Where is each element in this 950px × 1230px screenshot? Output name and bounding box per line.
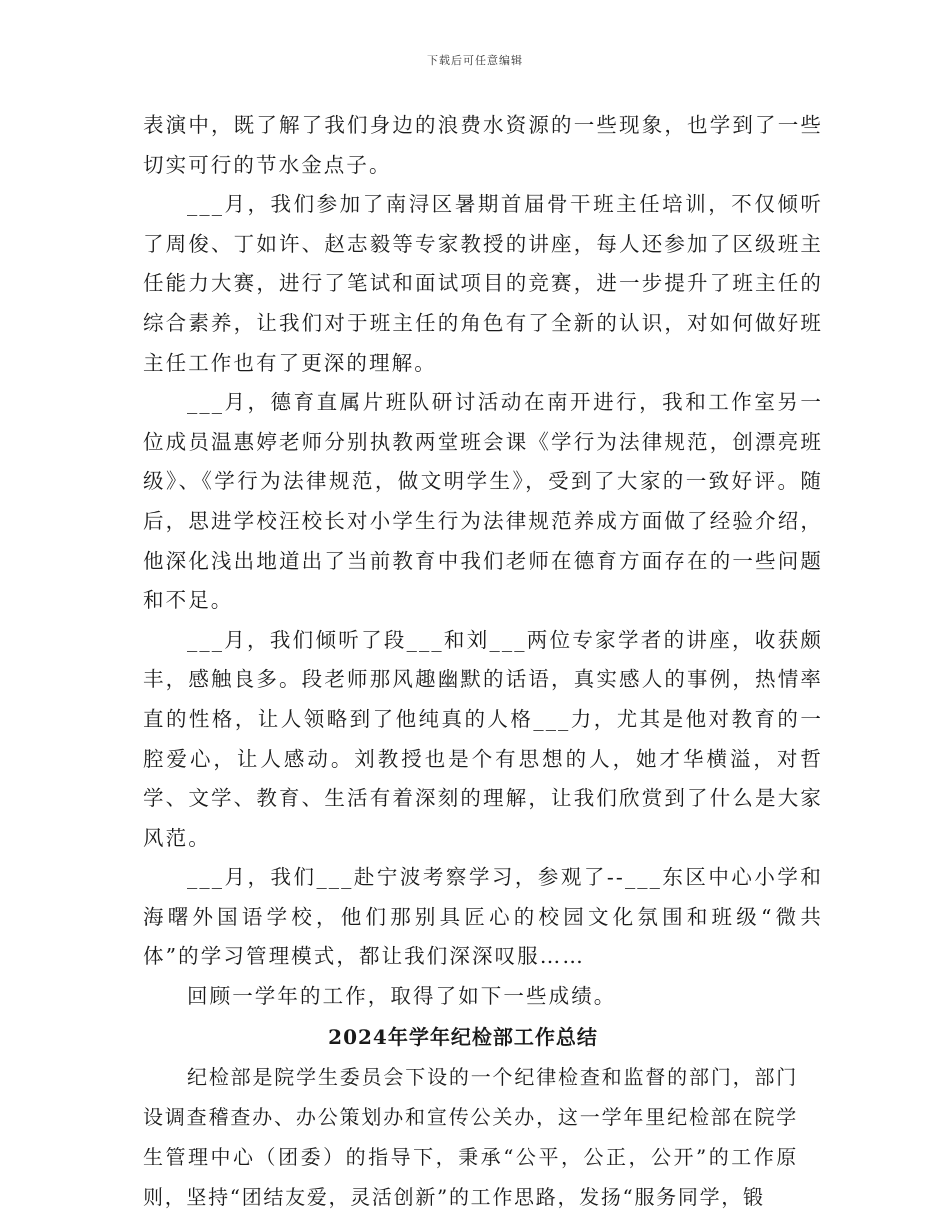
paragraph-ningbo-visit: ___月，我们___赴宁波考察学习，参观了--___东区中心小学和海曙外国语学校，他们那别具匠心的校园文化氛围和班级“微共体”的学习管理模式，都让我们深深叹服…… (143, 865, 823, 969)
paragraph-training: ___月，我们参加了南浔区暑期首届骨干班主任培训，不仅倾听了周俊、丁如许、赵志毅等专家教授的讲座，每人还参加了区级班主任能力大赛，进行了笔试和面试项目的竞赛，进一步提升了班主任的综合素养，让我们对于班主任的角色有了全新的认识，对如何做好班主任工作也有了更深的理解。 (143, 192, 823, 375)
paragraph-moral-education: ___月，德育直属片班队研讨活动在南开进行，我和工作室另一位成员温惠婷老师分别执教两堂班会课《学行为法律规范，创漂亮班级》、《学行为法律规范，做文明学生》，受到了大家的一致好评。随后，思进学校汪校长对小学生行为法律规范养成方面做了经验介绍，他深化浅出地道出了当前教育中我们老师在德育方面存在的一些问题和不足。 (143, 390, 823, 613)
document-body (143, 106, 823, 1217)
paragraph-review: 回顾一学年的工作，取得了如下一些成绩。 (187, 984, 617, 1009)
paragraph-discipline-dept: 纪检部是院学生委员会下设的一个纪律检查和监督的部门，部门设调查稽查办、办公策划办和宣传公关办，这一学年里纪检部在院学生管理中心（团委）的指导下，秉承“公平，公正，公开”的工作原则，坚持“团结友爱，灵活创新”的工作思路，发扬“服务同学，锻 (143, 1064, 798, 1209)
page-header: 下载后可任意编辑 (427, 54, 523, 67)
section-title: 2024年学年纪检部工作总结 (328, 1024, 598, 1049)
paragraph-expert-lectures: ___月，我们倾听了段___和刘___两位专家学者的讲座，收获颇丰，感触良多。段老师那风趣幽默的话语，真实感人的事例，热情率直的性格，让人领略到了他纯真的人格___力，尤其是他对教育的一腔爱心，让人感动。刘教授也是个有思想的人，她才华横溢，对哲学、文学、教育、生活有着深刻的理解，让我们欣赏到了什么是大家风范。 (143, 627, 823, 850)
paragraph-continuation: 表演中，既了解了我们身边的浪费水资源的一些现象，也学到了一些切实可行的节水金点子。 (143, 113, 823, 177)
